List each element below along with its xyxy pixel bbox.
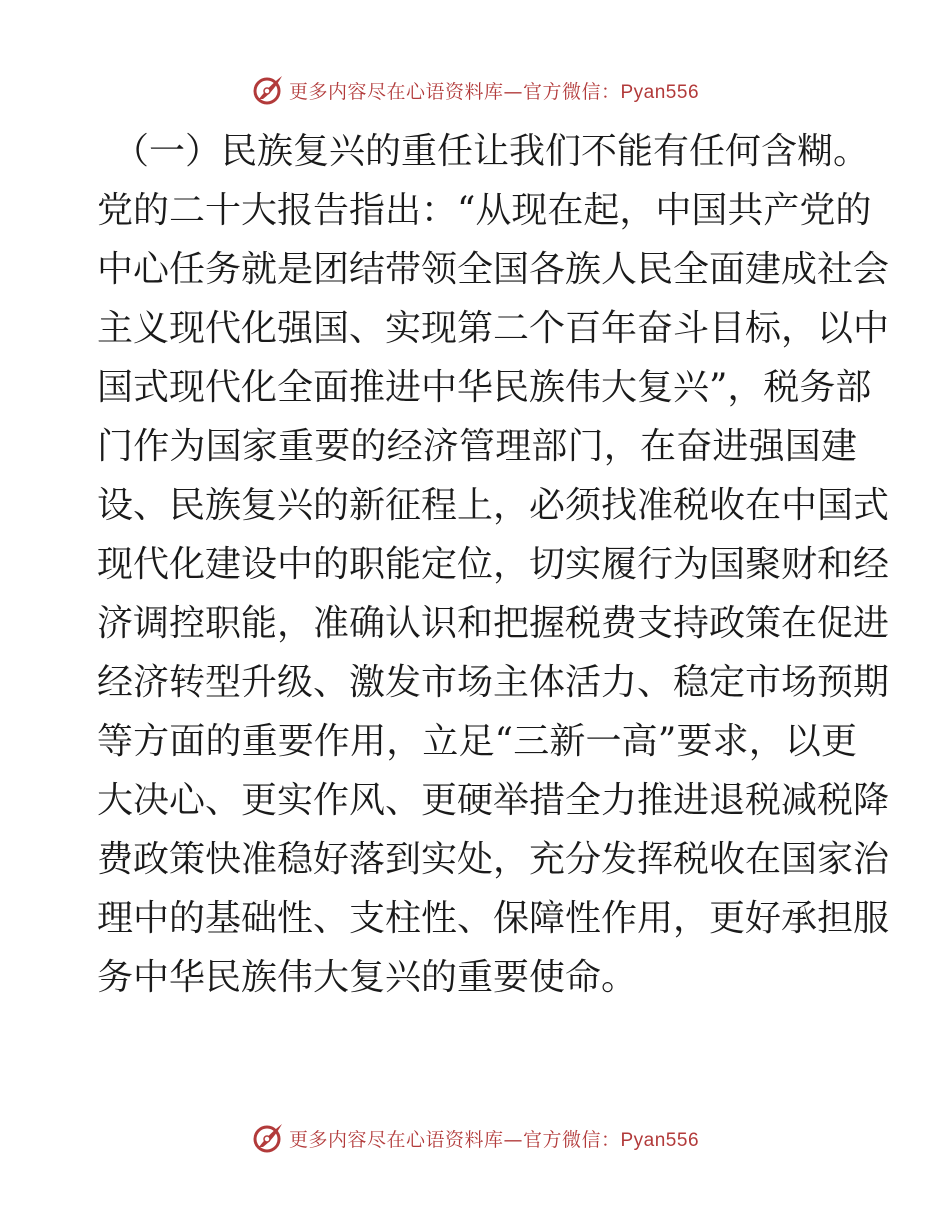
paragraph-line: 理中的基础性、支柱性、保障性作用，更好承担服 (97, 898, 890, 939)
quill-logo-icon (251, 1121, 285, 1155)
paragraph-line: 设、民族复兴的新征程上，必须找准税收在中国式 (97, 485, 890, 526)
paragraph-line: 经济转型升级、激发市场主体活力、稳定市场预期 (97, 662, 890, 703)
paragraph-line: 国式现代化全面推进中华民族伟大复兴”，税务部 (97, 367, 872, 408)
footer-watermark (0, 1118, 950, 1158)
paragraph-line: 大决心、更实作风、更硬举措全力推进退税减税降 (97, 780, 890, 821)
document-body (97, 122, 890, 1007)
section-heading-line: （一）民族复兴的重任让我们不能有任何含糊。 (113, 131, 870, 172)
header-watermark (0, 70, 950, 110)
watermark-text: 更多内容尽在心语资料库—官方微信：Pyan556 (288, 1128, 700, 1151)
paragraph-line: 务中华民族伟大复兴的重要使命。 (97, 957, 638, 998)
watermark-text: 更多内容尽在心语资料库—官方微信：Pyan556 (288, 80, 700, 103)
paragraph-line: 现代化建设中的职能定位，切实履行为国聚财和经 (97, 544, 890, 585)
paragraph-line: 中心任务就是团结带领全国各族人民全面建成社会 (97, 249, 890, 290)
paragraph-line: 费政策快准稳好落到实处，充分发挥税收在国家治 (97, 839, 890, 880)
paragraph-line: 党的二十大报告指出：“从现在起，中国共产党的 (97, 190, 872, 231)
paragraph-line: 济调控职能，准确认识和把握税费支持政策在促进 (97, 603, 890, 644)
quill-logo-icon (251, 73, 285, 107)
paragraph-line: 主义现代化强国、实现第二个百年奋斗目标，以中 (97, 308, 890, 349)
paragraph-line: 等方面的重要作用，立足“三新一高”要求，以更 (97, 721, 857, 762)
paragraph-line: 门作为国家重要的经济管理部门，在奋进强国建 (97, 426, 857, 467)
